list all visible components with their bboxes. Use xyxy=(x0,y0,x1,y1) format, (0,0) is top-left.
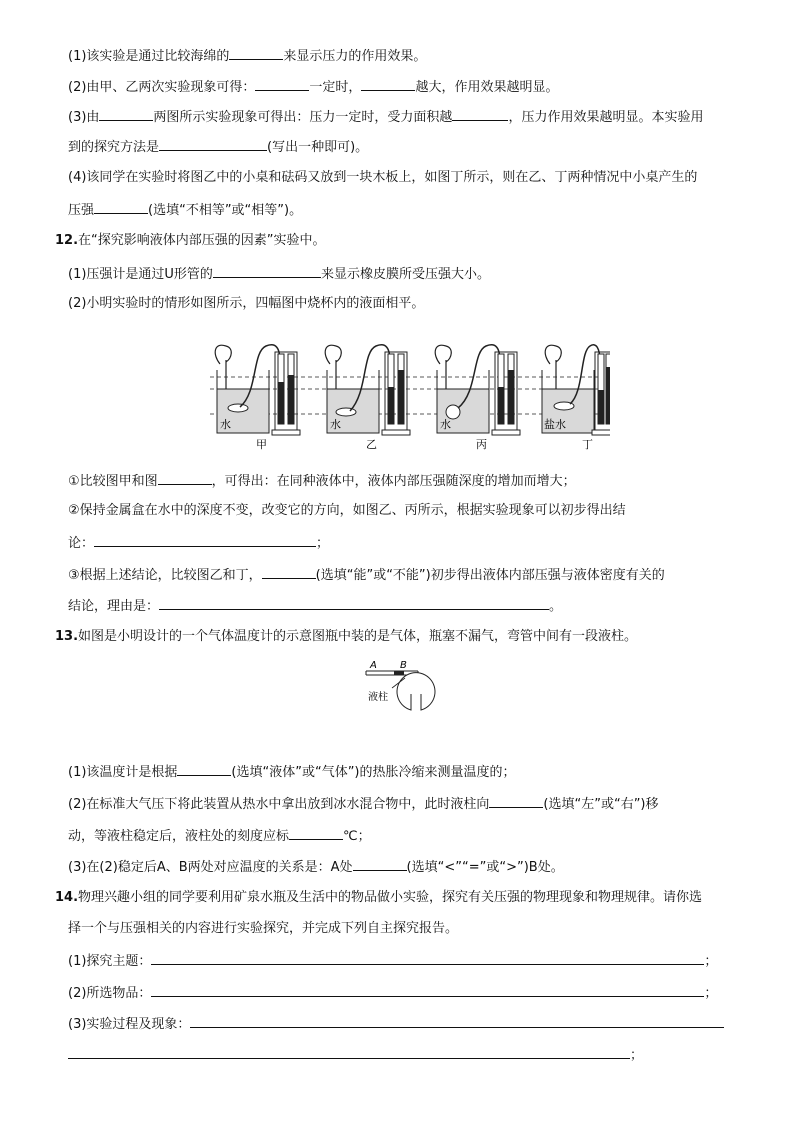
liquid-label: 水 xyxy=(220,418,231,431)
answer-blank[interactable] xyxy=(159,596,549,610)
answer-blank[interactable] xyxy=(94,533,316,547)
setup-yi xyxy=(325,345,410,451)
pressure-gauge-figure xyxy=(200,332,610,457)
answer-blank[interactable] xyxy=(255,77,309,91)
answer-blank[interactable] xyxy=(151,951,704,965)
q11-part3-cont: 到的探究方法是 (写出一种即可)。 xyxy=(68,137,368,157)
answer-blank[interactable] xyxy=(190,1014,724,1028)
answer-blank[interactable] xyxy=(289,826,343,840)
question-number: 13. xyxy=(55,629,79,644)
gas-thermometer-figure xyxy=(360,656,450,752)
setup-ding xyxy=(542,345,610,451)
q11-part4-cont: 压强 (选填“不相等”或“相等”)。 xyxy=(68,200,302,220)
q12-step3: ③根据上述结论，比较图乙和丁， (选填“能”或“不能”)初步得出液体内部压强与液体密度有关的 xyxy=(68,565,665,585)
answer-blank[interactable] xyxy=(452,107,508,121)
q11-part4: (4)该同学在实验时将图乙中的小桌和砝码又放到一块木板上，如图丁所示，则在乙、丁两种情况中小桌产生的 xyxy=(68,170,698,185)
q12-stem: 12.在“探究影响液体内部压强的因素”实验中。 xyxy=(55,233,326,248)
q14-part3-cont: ； xyxy=(68,1045,643,1065)
q13-stem: 13.如图是小明设计的一个气体温度计的示意图瓶中装的是气体，瓶塞不漏气，弯管中间有一段液柱。 xyxy=(55,629,638,644)
answer-blank[interactable] xyxy=(213,264,321,278)
q12-step2: ②保持金属盒在水中的深度不变，改变它的方向，如图乙、丙所示，根据实验现象可以初步得出结 xyxy=(68,503,626,518)
q14-part2: (2)所选物品： ； xyxy=(68,983,717,1003)
label-liquid-column: 液柱 xyxy=(368,692,388,703)
q12-step1: ①比较图甲和图 ，可得出：在同种液体中，液体内部压强随深度的增加而增大； xyxy=(68,471,576,491)
q13-part2: (2)在标准大气压下将此装置从热水中拿出放到冰水混合物中，此时液柱向 (选填“左”或“右”)移 xyxy=(68,794,659,814)
setup-jia xyxy=(215,345,300,451)
q14-part1: (1)探究主题： ； xyxy=(68,951,717,971)
figure-caption: 乙 xyxy=(366,438,377,451)
answer-blank[interactable] xyxy=(68,1045,630,1059)
answer-blank[interactable] xyxy=(229,46,283,60)
q13-part2-cont: 动，等液柱稳定后，液柱处的刻度应标 ℃； xyxy=(68,826,371,846)
liquid-label: 盐水 xyxy=(544,418,566,431)
q13-part3: (3)在(2)稳定后A、B两处对应温度的关系是：A处 (选填“<”“=”或“>”)B处。 xyxy=(68,857,564,877)
question-number: 14. xyxy=(55,890,79,905)
answer-blank[interactable] xyxy=(361,77,415,91)
answer-blank[interactable] xyxy=(94,200,148,214)
answer-blank[interactable] xyxy=(177,762,231,776)
figure-caption: 甲 xyxy=(256,438,267,451)
setup-bing xyxy=(435,345,520,451)
q14-part3: (3)实验过程及现象： xyxy=(68,1014,724,1034)
q14-stem: 14.物理兴趣小组的同学要利用矿泉水瓶及生活中的物品做小实验，探究有关压强的物理现象和物理规律。请你选 xyxy=(55,890,703,905)
q12-step3-cont: 结论，理由是： 。 xyxy=(68,596,562,616)
q11-part2: (2)由甲、乙两次实验现象可得： 一定时， 越大，作用效果越明显。 xyxy=(68,77,558,97)
answer-blank[interactable] xyxy=(353,857,407,871)
q11-part3: (3)由 两图所示实验现象可得出：压力一定时，受力面积越 ，压力作用效果越明显。本实验用 xyxy=(68,107,703,127)
q11-part1: (1)该实验是通过比较海绵的 来显示压力的作用效果。 xyxy=(68,46,426,66)
answer-blank[interactable] xyxy=(151,983,704,997)
q13-part1: (1)该温度计是根据 (选填“液体”或“气体”)的热胀冷缩来测量温度的； xyxy=(68,762,516,782)
label-a: A xyxy=(370,660,377,671)
q12-part2: (2)小明实验时的情形如图所示，四幅图中烧杯内的液面相平。 xyxy=(68,296,425,311)
question-number: 12. xyxy=(55,233,79,248)
label-b: B xyxy=(400,660,407,671)
liquid-label: 水 xyxy=(440,418,451,431)
answer-blank[interactable] xyxy=(158,471,212,485)
q12-step2-cont: 论： ； xyxy=(68,533,329,553)
q12-part1: (1)压强计是通过U形管的 来显示橡皮膜所受压强大小。 xyxy=(68,264,490,284)
answer-blank[interactable] xyxy=(159,137,267,151)
answer-blank[interactable] xyxy=(99,107,153,121)
q14-stem-cont: 择一个与压强相关的内容进行实验探究，并完成下列自主探究报告。 xyxy=(68,921,459,936)
figure-caption: 丙 xyxy=(476,438,487,451)
answer-blank[interactable] xyxy=(262,565,316,579)
figure-caption: 丁 xyxy=(582,438,593,451)
liquid-label: 水 xyxy=(330,418,341,431)
answer-blank[interactable] xyxy=(489,794,543,808)
